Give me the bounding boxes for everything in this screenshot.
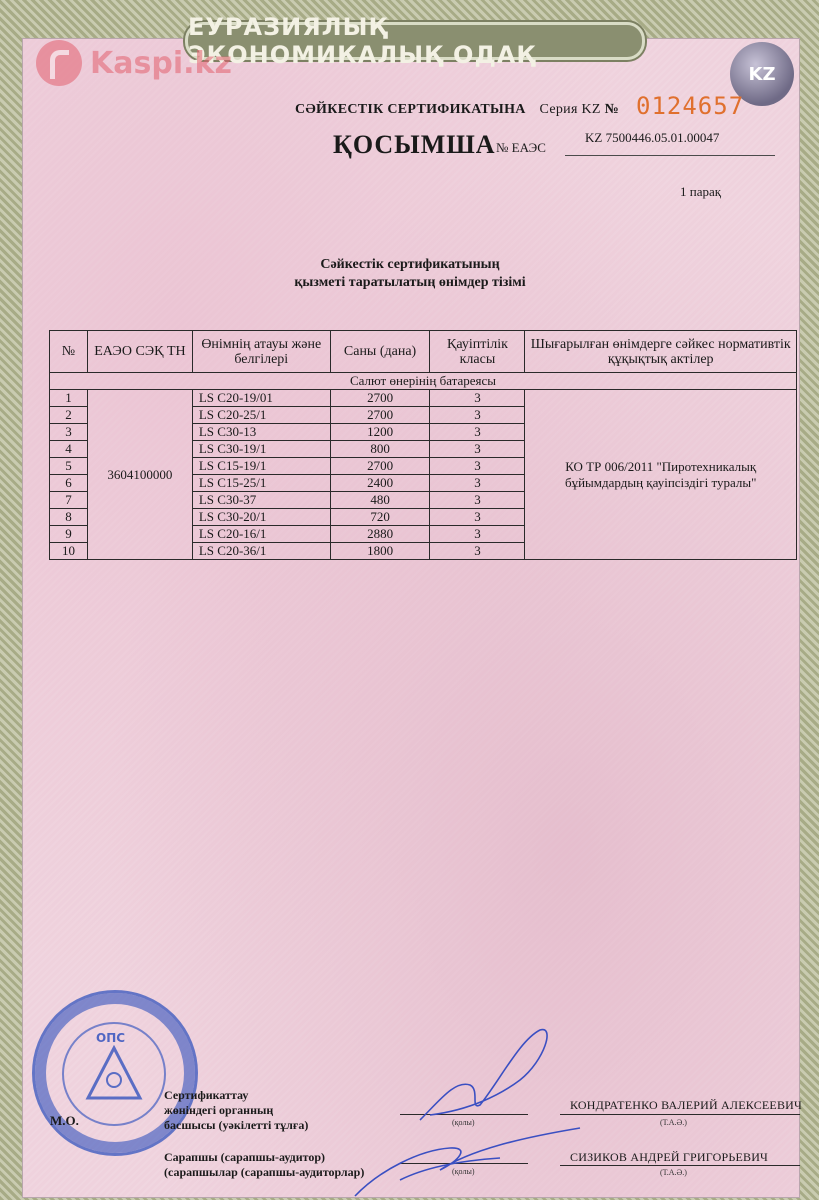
kaspi-brand-text: Kaspi.kz xyxy=(90,45,232,81)
row-number: 9 xyxy=(50,526,88,543)
col-header-hazard-class: Қауіптілік класы xyxy=(430,331,525,373)
section-title: Салют өнерінің батареясы xyxy=(50,373,797,390)
head-signature-caption: (қолы) xyxy=(452,1118,475,1127)
hologram-text: KZ xyxy=(748,63,776,85)
product-name: LS C30-37 xyxy=(192,492,330,509)
regulation-cell: КО ТР 006/2011 "Пиротехникалық бұйымдардың қауіпсіздігі туралы" xyxy=(525,390,797,560)
product-quantity: 480 xyxy=(330,492,430,509)
appendix-title: ҚОСЫМША xyxy=(333,130,496,159)
hazard-class: 3 xyxy=(430,458,525,475)
row-number: 10 xyxy=(50,543,88,560)
product-quantity: 720 xyxy=(330,509,430,526)
product-name: LS C20-25/1 xyxy=(192,407,330,424)
product-quantity: 2700 xyxy=(330,390,430,407)
product-name: LS C15-19/1 xyxy=(192,458,330,475)
row-number: 1 xyxy=(50,390,88,407)
head-label-line3: басшысы (уәкілетті тұлға) xyxy=(164,1118,309,1132)
eaes-label: № ЕАЭС xyxy=(496,140,546,155)
col-header-quantity: Саны (дана) xyxy=(330,331,430,373)
hazard-class: 3 xyxy=(430,509,525,526)
row-number: 4 xyxy=(50,441,88,458)
hazard-class: 3 xyxy=(430,424,525,441)
auditor-name-caption: (Т.А.Ә.) xyxy=(660,1168,687,1177)
series-label: Серия KZ xyxy=(539,102,601,117)
product-quantity: 2400 xyxy=(330,475,430,492)
header-certificate-label: СӘЙКЕСТІК СЕРТИФИКАТЫНА xyxy=(295,102,526,117)
head-label-line2: жөніндегі органның xyxy=(164,1103,274,1117)
product-quantity: 800 xyxy=(330,441,430,458)
serial-number: 0124657 xyxy=(636,92,745,120)
auditor-label-line1: Сарапшы (сарапшы-аудитор) xyxy=(164,1150,326,1164)
hazard-class: 3 xyxy=(430,475,525,492)
head-name: КОНДРАТЕНКО ВАЛЕРИЙ АЛЕКСЕЕВИЧ xyxy=(570,1098,803,1112)
product-name: LS C15-25/1 xyxy=(192,475,330,492)
list-title-line2: қызметі таратылатың өнімдер тізімі xyxy=(294,275,526,290)
row-number: 3 xyxy=(50,424,88,441)
head-name-caption: (Т.А.Ә.) xyxy=(660,1118,687,1127)
row-number: 8 xyxy=(50,509,88,526)
col-header-no: № xyxy=(50,331,88,373)
head-label-line1: Сертификаттау xyxy=(164,1088,249,1102)
product-name: LS C30-13 xyxy=(192,424,330,441)
registration-number: KZ 7500446.05.01.00047 xyxy=(585,130,720,145)
union-banner-title: ЕУРАЗИЯЛЫҚ ЭКОНОМИКАЛЫҚ ОДАҚ xyxy=(188,13,536,69)
hazard-class: 3 xyxy=(430,407,525,424)
product-quantity: 2880 xyxy=(330,526,430,543)
stamp-center-text: ОПС xyxy=(96,1031,126,1045)
col-header-name: Өнімнің атауы және белгілері xyxy=(192,331,330,373)
product-name: LS C20-36/1 xyxy=(192,543,330,560)
hazard-class: 3 xyxy=(430,390,525,407)
row-number: 5 xyxy=(50,458,88,475)
auditor-label-line2: (сарапшылар (сарапшы-аудиторлар) xyxy=(164,1165,365,1179)
product-name: LS C30-19/1 xyxy=(192,441,330,458)
col-header-regulation: Шығарылған өнімдерге сәйкес нормативтік құқықтық актілер xyxy=(525,331,797,373)
page-note: 1 парақ xyxy=(680,184,722,199)
product-quantity: 2700 xyxy=(330,407,430,424)
hs-code-cell: 3604100000 xyxy=(87,390,192,560)
row-number: 6 xyxy=(50,475,88,492)
row-number: 2 xyxy=(50,407,88,424)
auditor-signature-caption: (қолы) xyxy=(452,1167,475,1176)
product-name: LS C20-19/01 xyxy=(192,390,330,407)
product-quantity: 1800 xyxy=(330,543,430,560)
product-name: LS C30-20/1 xyxy=(192,509,330,526)
hazard-class: 3 xyxy=(430,441,525,458)
hazard-class: 3 xyxy=(430,526,525,543)
hazard-class: 3 xyxy=(430,543,525,560)
hazard-class: 3 xyxy=(430,492,525,509)
row-number: 7 xyxy=(50,492,88,509)
auditor-name: СИЗИКОВ АНДРЕЙ ГРИГОРЬЕВИЧ xyxy=(570,1150,769,1164)
product-name: LS C20-16/1 xyxy=(192,526,330,543)
number-sign: № xyxy=(604,102,619,117)
product-quantity: 2700 xyxy=(330,458,430,475)
col-header-hs-code: ЕАЭО СЭҚ ТН xyxy=(87,331,192,373)
seal-place-label: М.О. xyxy=(50,1113,79,1128)
product-quantity: 1200 xyxy=(330,424,430,441)
list-title-line1: Сәйкестік сертификатының xyxy=(320,257,500,272)
